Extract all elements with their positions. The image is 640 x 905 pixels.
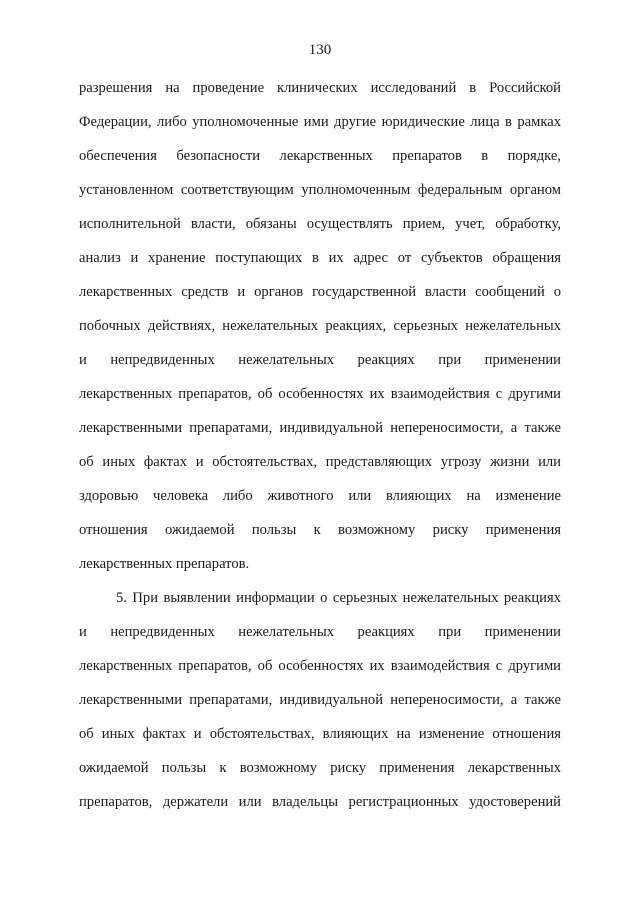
text-line: ожидаемой пользы к возможному риску применения лекарственных bbox=[79, 760, 561, 776]
text-line: лекарственными препаратами, индивидуальной непереносимости, а также bbox=[79, 420, 561, 436]
text-line: здоровью человека либо животного или влияющих на изменение bbox=[79, 488, 561, 504]
text-line: побочных действиях, нежелательных реакциях, серьезных нежелательных bbox=[79, 318, 561, 334]
body-text bbox=[79, 75, 561, 823]
text-line: отношения ожидаемой пользы к возможному риску применения bbox=[79, 522, 561, 538]
text-line: лекарственных средств и органов государственной власти сообщений о bbox=[79, 284, 561, 300]
paragraph-2 bbox=[79, 585, 561, 823]
text-line: Федерации, либо уполномоченные ими другие юридические лица в рамках bbox=[79, 114, 561, 130]
text-line: и непредвиденных нежелательных реакциях при применении bbox=[79, 352, 561, 368]
text-line: разрешения на проведение клинических исследований в Российской bbox=[79, 80, 561, 96]
text-line: исполнительной власти, обязаны осуществлять прием, учет, обработку, bbox=[79, 216, 561, 232]
paragraph-1 bbox=[79, 75, 561, 585]
text-line: лекарственных препаратов, об особенностях их взаимодействия с другими bbox=[79, 658, 561, 674]
text-line: об иных фактах и обстоятельствах, представляющих угрозу жизни или bbox=[79, 454, 561, 470]
text-line: лекарственных препаратов. bbox=[79, 556, 250, 572]
text-line: обеспечения безопасности лекарственных препаратов в порядке, bbox=[79, 148, 561, 164]
page-number: 130 bbox=[308, 42, 332, 58]
text-line: 5. При выявлении информации о серьезных нежелательных реакциях bbox=[116, 590, 561, 606]
text-line: установленном соответствующим уполномоченным федеральным органом bbox=[79, 182, 561, 198]
text-line: лекарственных препаратов, об особенностях их взаимодействия с другими bbox=[79, 386, 561, 402]
text-line: и непредвиденных нежелательных реакциях при применении bbox=[79, 624, 561, 640]
text-line: анализ и хранение поступающих в их адрес от субъектов обращения bbox=[79, 250, 561, 266]
text-line: об иных фактах и обстоятельствах, влияющих на изменение отношения bbox=[79, 726, 561, 742]
text-line: препаратов, держатели или владельцы регистрационных удостоверений bbox=[79, 794, 561, 810]
text-line: лекарственными препаратами, индивидуальной непереносимости, а также bbox=[79, 692, 561, 708]
